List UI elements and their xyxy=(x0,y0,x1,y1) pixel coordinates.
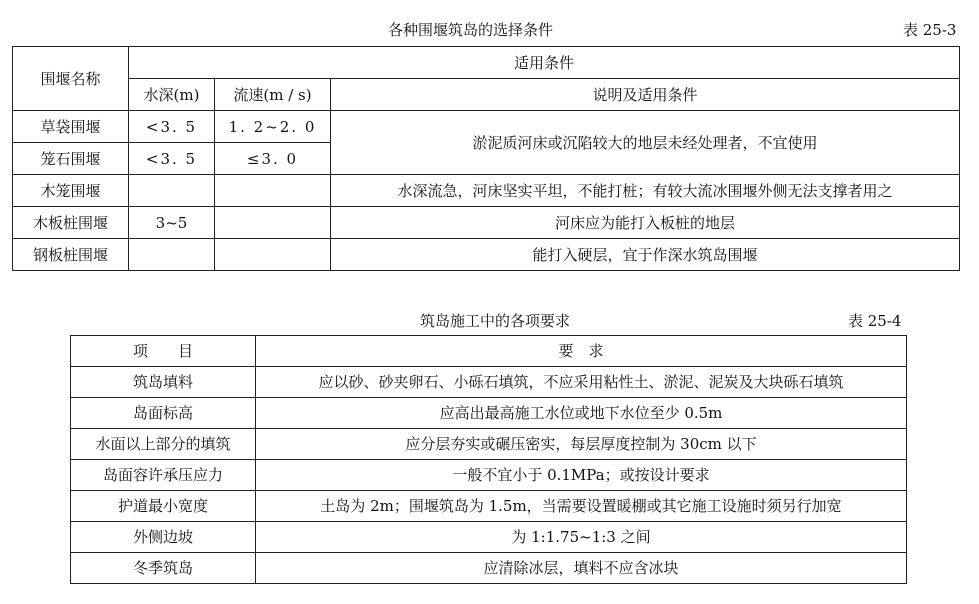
item-cell: 外侧边坡 xyxy=(71,522,256,553)
water-depth-cell: <3. 5 xyxy=(129,111,215,143)
table-row xyxy=(71,491,907,522)
table-row xyxy=(71,367,907,398)
water-depth-cell xyxy=(129,175,215,207)
requirement-cell: 应分层夯实或碾压密实，每层厚度控制为 30cm 以下 xyxy=(256,429,907,460)
cofferdam-name-cell: 笼石围堰 xyxy=(13,143,129,175)
header-applicable-conditions: 适用条件 xyxy=(129,47,960,79)
table2-number: 表 25-4 xyxy=(848,312,902,330)
water-depth-cell: 3~5 xyxy=(129,207,215,239)
table-row xyxy=(13,111,960,143)
item-cell: 岛面容许承压应力 xyxy=(71,460,256,491)
requirement-cell: 土岛为 2m；围堰筑岛为 1.5m，当需要设置暖棚或其它施工设施时须另行加宽 xyxy=(256,491,907,522)
requirement-cell: 应清除冰层，填料不应含冰块 xyxy=(256,553,907,584)
item-cell: 筑岛填料 xyxy=(71,367,256,398)
flow-velocity-cell xyxy=(215,175,331,207)
water-depth-cell xyxy=(129,239,215,271)
cofferdam-name-cell: 草袋围堰 xyxy=(13,111,129,143)
requirement-cell: 应高出最高施工水位或地下水位至少 0.5m xyxy=(256,398,907,429)
notes-cell: 能打入硬层，宜于作深水筑岛围堰 xyxy=(331,239,960,271)
table-row xyxy=(71,429,907,460)
header-requirement: 要 求 xyxy=(256,336,907,367)
water-depth-cell: <3. 5 xyxy=(129,143,215,175)
table-row xyxy=(13,239,960,271)
flow-velocity-cell xyxy=(215,239,331,271)
table-row xyxy=(71,398,907,429)
requirement-cell: 为 1:1.75~1:3 之间 xyxy=(256,522,907,553)
cofferdam-name-cell: 木笼围堰 xyxy=(13,175,129,207)
item-cell: 护道最小宽度 xyxy=(71,491,256,522)
table2-title: 筑岛施工中的各项要求 xyxy=(420,312,571,330)
flow-velocity-cell: 1. 2~2. 0 xyxy=(215,111,331,143)
item-cell: 岛面标高 xyxy=(71,398,256,429)
table1-title: 各种围堰筑岛的选择条件 xyxy=(388,21,554,39)
item-cell: 水面以上部分的填筑 xyxy=(71,429,256,460)
header-flow-velocity: 流速(m / s) xyxy=(215,79,331,111)
table1-number: 表 25-3 xyxy=(903,21,957,39)
notes-cell: 水深流急，河床坚实平坦，不能打桩；有较大流冰围堰外侧无法支撑者用之 xyxy=(331,175,960,207)
requirement-cell: 一般不宜小于 0.1MPa；或按设计要求 xyxy=(256,460,907,491)
table-row xyxy=(13,207,960,239)
table-row xyxy=(71,553,907,584)
notes-cell: 淤泥质河床或沉陷较大的地层未经处理者，不宜使用 xyxy=(331,111,960,175)
header-cofferdam-name: 围堰名称 xyxy=(13,47,129,111)
notes-cell: 河床应为能打入板桩的地层 xyxy=(331,207,960,239)
requirement-cell: 应以砂、砂夹卵石、小砾石填筑，不应采用粘性土、淤泥、泥炭及大块砾石填筑 xyxy=(256,367,907,398)
table-row xyxy=(71,460,907,491)
flow-velocity-cell: ≤3. 0 xyxy=(215,143,331,175)
header-notes: 说明及适用条件 xyxy=(331,79,960,111)
flow-velocity-cell xyxy=(215,207,331,239)
table-row xyxy=(13,175,960,207)
table-row xyxy=(71,522,907,553)
cofferdam-name-cell: 钢板桩围堰 xyxy=(13,239,129,271)
cofferdam-name-cell: 木板桩围堰 xyxy=(13,207,129,239)
header-item: 项 目 xyxy=(71,336,256,367)
table1-selection-conditions xyxy=(12,46,960,271)
item-cell: 冬季筑岛 xyxy=(71,553,256,584)
table2-island-requirements xyxy=(70,335,907,584)
header-water-depth: 水深(m) xyxy=(129,79,215,111)
